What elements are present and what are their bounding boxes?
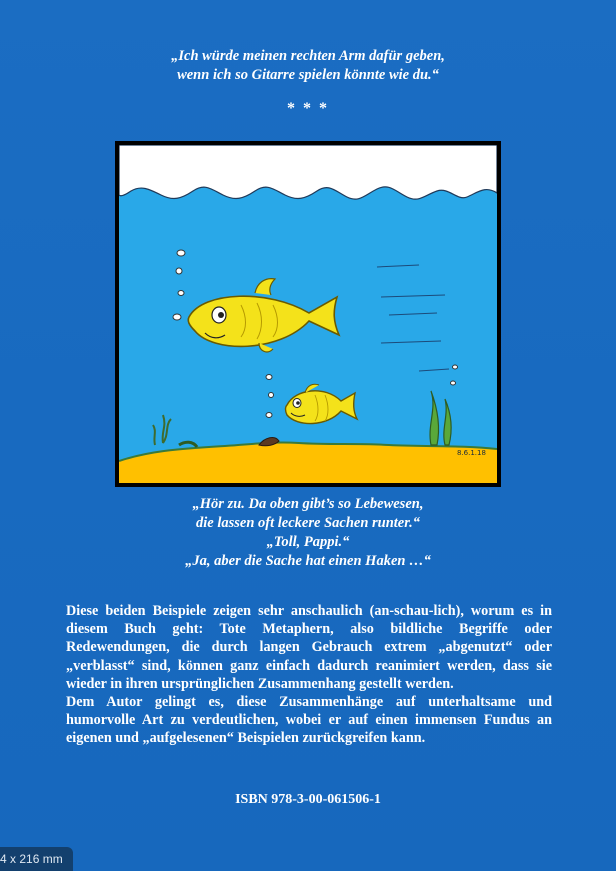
opening-quote [0, 47, 616, 85]
fish-illustration [115, 141, 501, 487]
isbn-number: ISBN 978-3-00-061506-1 [235, 792, 381, 807]
page-size-badge: 4 x 216 mm [0, 847, 73, 871]
opening-quote-line-1: „Ich würde meinen rechten Arm dafür geben, [171, 48, 445, 64]
dialog-line-2: die lassen oft leckere Sachen runter.“ [196, 515, 420, 531]
fish-dialog [0, 495, 616, 571]
book-description [66, 602, 552, 748]
opening-quote-line-2: wenn ich so Gitarre spielen könnte wie du.“ [177, 67, 439, 83]
illustration-signature: 8.6.1.18 [457, 449, 486, 457]
description-paragraph-1: Diese beiden Beispiele zeigen sehr anschaulich (an-schau-lich), worum es in diesem Buch geht: Tote Metaphern, also bildliche Begriffe oder Redewendungen, die durch langen Gebrauch extrem „abgenutzt“ oder „verblasst“ sind, können ganz einfach dadurch reanimiert werden, dass sie wieder in ihren ursprünglichen Zusammenhang gestellt werden. [66, 603, 552, 692]
dialog-line-1: „Hör zu. Da oben gibt’s so Lebewesen, [192, 496, 424, 512]
dialog-line-4: „Ja, aber die Sache hat einen Haken …“ [185, 553, 431, 569]
dialog-line-3: „Toll, Pappi.“ [266, 534, 350, 550]
section-separator: * * * [287, 100, 329, 117]
description-paragraph-2: Dem Autor gelingt es, diese Zusammenhänge auf unterhaltsame und humorvolle Art zu verdeutlichen, wobei er auf einen immensen Fundus an eigenen und „aufgelesenen“ Beispielen zurückgreifen kann. [66, 694, 552, 747]
underwater-drawing [119, 145, 497, 483]
